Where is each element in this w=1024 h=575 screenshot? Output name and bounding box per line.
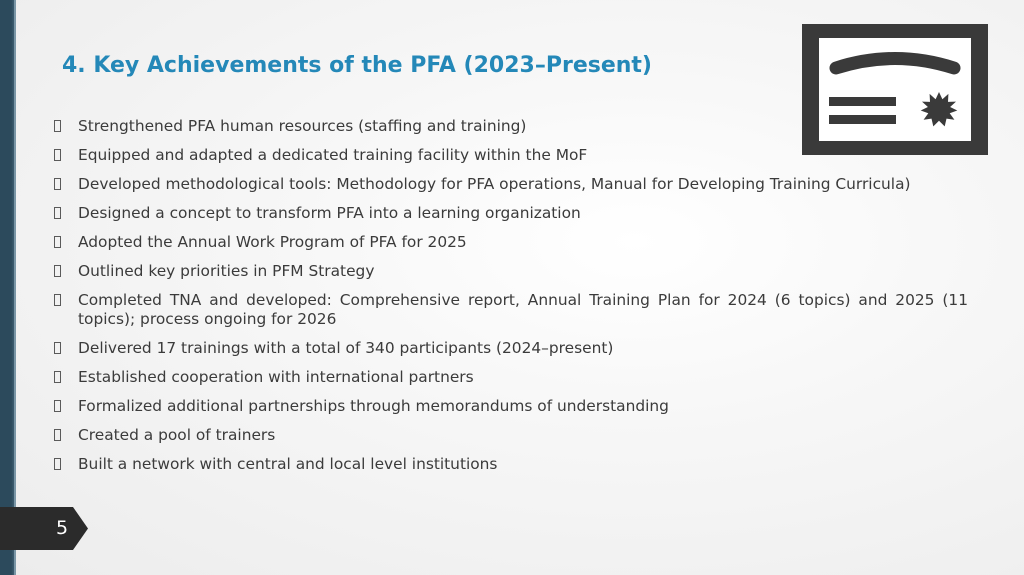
list-item-text: Strengthened PFA human resources (staffing and training) <box>78 117 527 135</box>
list-item <box>54 339 968 358</box>
list-item-text: Outlined key priorities in PFM Strategy <box>78 262 375 280</box>
list-item-text: Formalized additional partnerships through memorandums of understanding <box>78 397 669 415</box>
list-item <box>54 397 968 416</box>
list-item-text: Completed TNA and developed: Comprehensive report, Annual Training Plan for 2024 (6 topics) and 2025 (11 topics); process ongoing for 2026 <box>78 291 968 328</box>
bullet-icon <box>54 429 61 441</box>
list-item-text: Established cooperation with international partners <box>78 368 474 386</box>
list-item <box>54 117 968 136</box>
bullet-icon <box>54 400 61 412</box>
bullet-icon <box>54 236 61 248</box>
bullet-icon <box>54 120 61 132</box>
list-item <box>54 368 968 387</box>
list-item-text: Adopted the Annual Work Program of PFA for 2025 <box>78 233 467 251</box>
list-item <box>54 291 968 329</box>
list-item <box>54 204 968 223</box>
slide-title: 4. Key Achievements of the PFA (2023–Present) <box>62 53 652 78</box>
list-item-text: Built a network with central and local level institutions <box>78 455 498 473</box>
bullet-icon <box>54 207 61 219</box>
left-accent-bar <box>0 0 16 575</box>
list-item <box>54 233 968 252</box>
list-item <box>54 146 968 165</box>
bullet-icon <box>54 178 61 190</box>
list-item <box>54 175 968 194</box>
list-item-text: Equipped and adapted a dedicated training facility within the MoF <box>78 146 588 164</box>
bullet-icon <box>54 294 61 306</box>
page-number: 5 <box>55 517 69 539</box>
bullet-icon <box>54 342 61 354</box>
list-item <box>54 262 968 281</box>
list-item-text: Created a pool of trainers <box>78 426 276 444</box>
list-item <box>54 426 968 445</box>
bullet-icon <box>54 265 61 277</box>
left-accent-bar-edge <box>14 0 16 575</box>
bullet-icon <box>54 458 61 470</box>
list-item-text: Delivered 17 trainings with a total of 340 participants (2024–present) <box>78 339 614 357</box>
list-item-text: Developed methodological tools: Methodology for PFA operations, Manual for Developing Training Curricula) <box>78 175 911 193</box>
list-item-text: Designed a concept to transform PFA into a learning organization <box>78 204 581 222</box>
list-item <box>54 455 968 474</box>
bullet-icon <box>54 149 61 161</box>
achievements-list <box>54 117 968 484</box>
bullet-icon <box>54 371 61 383</box>
